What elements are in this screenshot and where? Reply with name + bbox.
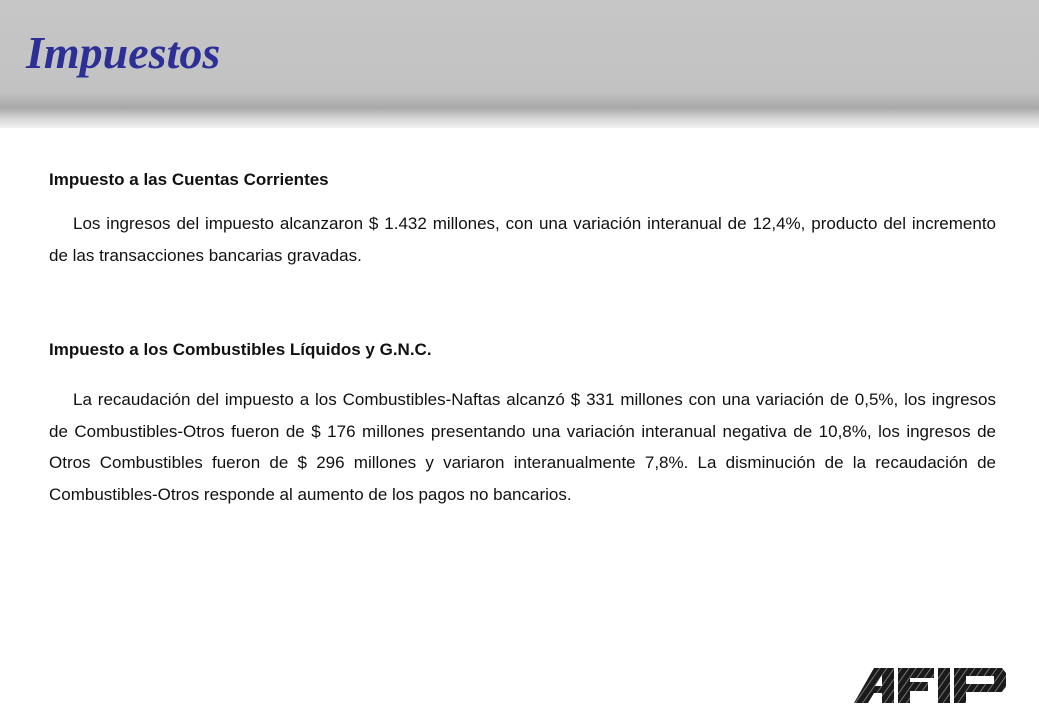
- section-cuentas-corrientes: [49, 169, 996, 271]
- section-body: La recaudación del impuesto a los Combustibles-Naftas alcanzó $ 331 millones con una variación de 0,5%, los ingresos de Combustibles-Otros fueron de $ 176 millones presentando una variación interanual negativa de 10,8%, los ingresos de Otros Combustibles fueron de $ 296 millones y variaron interanualmente 7,8%. La disminución de la recaudación de Combustibles-Otros responde al aumento de los pagos no bancarios.: [49, 390, 996, 504]
- afip-logo-icon: [852, 665, 1008, 705]
- section-heading: Impuesto a las Cuentas Corrientes: [49, 170, 329, 189]
- section-combustibles: [49, 339, 996, 510]
- page-title: Impuestos: [26, 27, 221, 78]
- section-body: Los ingresos del impuesto alcanzaron $ 1.432 millones, con una variación interanual de 12,4%, producto del incremento de las transacciones bancarias gravadas.: [49, 214, 996, 265]
- section-heading: Impuesto a los Combustibles Líquidos y G.N.C.: [49, 340, 432, 359]
